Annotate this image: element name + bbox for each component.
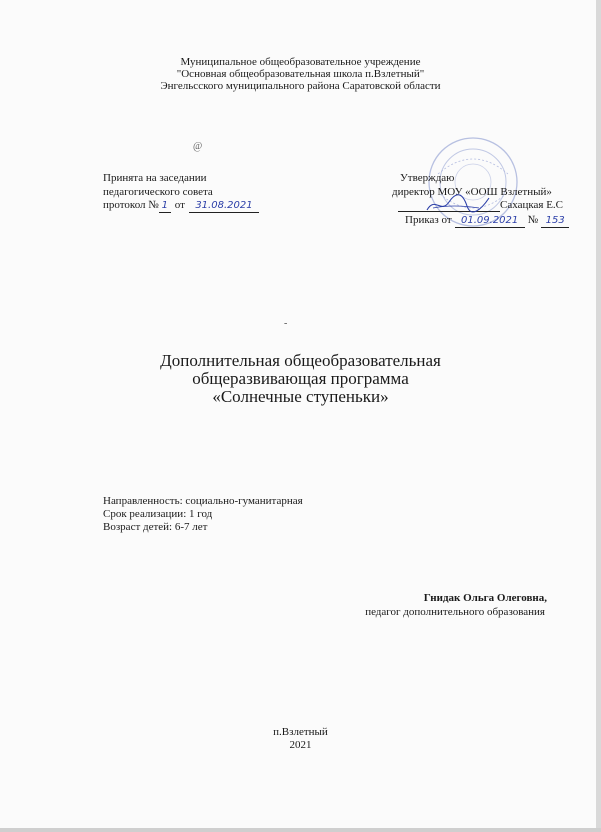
director-signature [423,188,493,218]
adopted-line-2: педагогического совета [103,186,213,198]
order-no-label: № [527,214,539,226]
author-name: Гнидак Ольга Олеговна, [423,592,547,604]
approve-line-1: Утверждаю [400,172,455,184]
adopted-line-1: Принята на заседании [103,172,207,184]
approve-line-2: директор МОУ «ООШ Взлетный» [392,186,552,198]
header-line-2: "Основная общеобразовательная школа п.Взлетный" [176,68,425,80]
protocol-number: 1 [159,200,171,213]
protocol-label: протокол № [103,199,159,211]
author-position: педагог дополнительного образования [365,606,545,618]
program-title [0,352,601,406]
header-line-1: Муниципальное общеобразовательное учреждение [180,56,421,68]
protocol-date: 31.08.2021 [189,200,259,213]
title-line-1: Дополнительная общеобразовательная [160,351,441,370]
page-edge-shadow [596,0,601,832]
title-line-2: общеразвивающая программа [192,369,409,388]
children-age: Возраст детей: 6-7 лет [103,521,208,533]
program-direction: Направленность: социально-гуманитарная [103,495,303,507]
footer-year: 2021 [289,739,312,751]
header-line-3: Энгельсского муниципального района Саратовской области [160,80,441,92]
order-number: 153 [541,215,569,228]
scan-speck: - [284,318,288,329]
program-term: Срок реализации: 1 год [103,508,213,520]
order-date: 01.09.2021 [455,215,525,228]
order-label: Приказ от [405,214,452,226]
director-name: Сахацкая Е.С [500,199,564,211]
scan-speck: @ [193,141,203,152]
footer-place: п.Взлетный [273,726,328,738]
title-line-3: «Солнечные ступеньки» [212,387,389,406]
protocol-line [103,199,259,213]
page-bottom-shadow [0,828,601,832]
footer [0,726,601,752]
school-header [0,56,601,92]
protocol-from-label: от [174,199,185,211]
